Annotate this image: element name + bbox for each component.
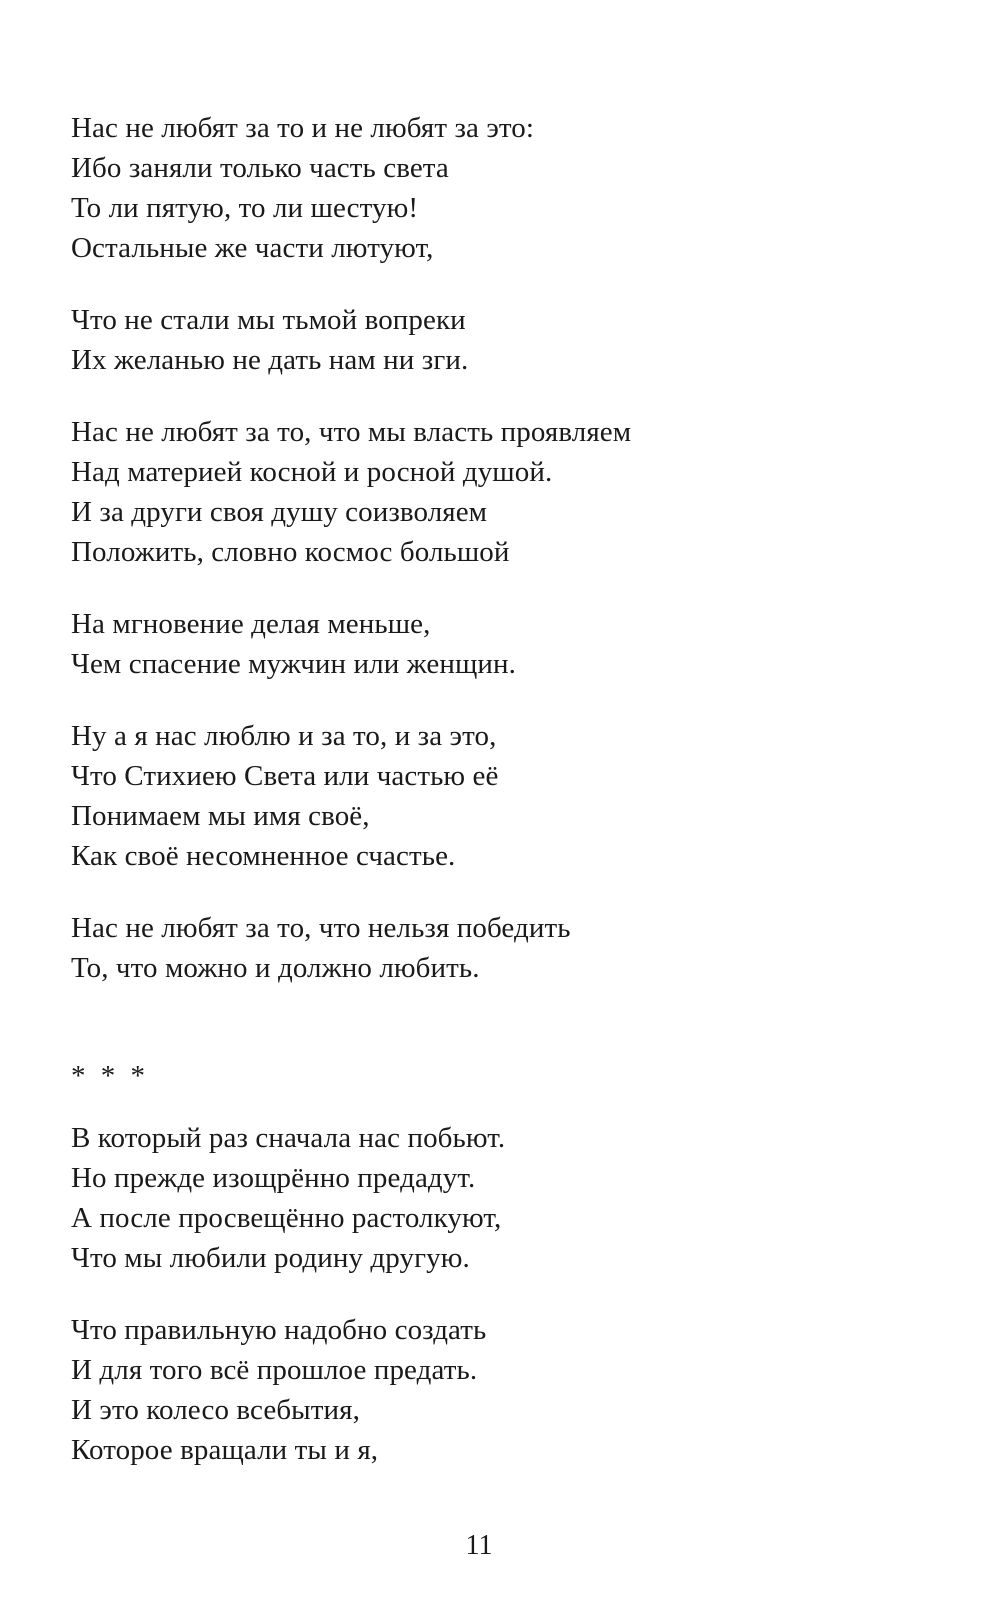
poem-line: Которое вращали ты и я, (71, 1434, 379, 1466)
poem-line: Но прежде изощрённо предадут. (71, 1162, 476, 1194)
poem-line: Как своё несомненное счастье. (71, 840, 456, 872)
poem-line: Ибо заняли только часть света (71, 152, 449, 184)
poem-line: И для того всё прошлое предать. (71, 1354, 478, 1386)
poem-line: Что мы любили родину другую. (71, 1242, 470, 1274)
stanza-gap (71, 684, 931, 716)
stanza-gap (71, 268, 931, 300)
poem-text (71, 108, 931, 1470)
poem-line: То ли пятую, то ли шестую! (71, 192, 419, 224)
page-number: 11 (465, 1530, 493, 1561)
stanza-gap (71, 1278, 931, 1310)
stanza (71, 604, 931, 684)
poem-separator: * * * (71, 1060, 149, 1092)
poem-line: Что правильную надобно создать (71, 1314, 487, 1346)
poem-line: И это колесо всебытия, (71, 1394, 360, 1426)
stanza (71, 1118, 931, 1278)
poem-line: Остальные же части лютуют, (71, 232, 434, 264)
poem-line: Нас не любят за то и не любят за это: (71, 112, 535, 144)
poem-line: А после просвещённо растолкуют, (71, 1202, 502, 1234)
stanza (71, 300, 931, 380)
poem-line: Над материей косной и росной душой. (71, 456, 553, 488)
poem-line: Что не стали мы тьмой вопреки (71, 304, 466, 336)
stanza-gap (71, 380, 931, 412)
poem-line: Понимаем мы имя своё, (71, 800, 370, 832)
poem-line: Положить, словно космос большой (71, 536, 510, 568)
poem-line: Что Стихиею Света или частью её (71, 760, 499, 792)
poem-line: Их желанью не дать нам ни зги. (71, 344, 469, 376)
stanza (71, 1310, 931, 1470)
stanza (71, 108, 931, 268)
poem-line: И за други своя душу соизволяем (71, 496, 488, 528)
poem-line: Ну а я нас люблю и за то, и за это, (71, 720, 497, 752)
stanza (71, 412, 931, 572)
poem-line: Чем спасение мужчин или женщин. (71, 648, 517, 680)
separator-gap (71, 1096, 931, 1118)
section-gap (71, 988, 931, 1056)
poem-line: На мгновение делая меньше, (71, 608, 431, 640)
stanza-gap (71, 572, 931, 604)
poem-line: То, что можно и должно любить. (71, 952, 480, 984)
stanza-gap (71, 876, 931, 908)
poem-line: Нас не любят за то, что мы власть проявляем (71, 416, 632, 448)
poem-line: Нас не любят за то, что нельзя победить (71, 912, 571, 944)
stanza (71, 716, 931, 876)
stanza (71, 908, 931, 988)
poem-line: В который раз сначала нас побьют. (71, 1122, 506, 1154)
